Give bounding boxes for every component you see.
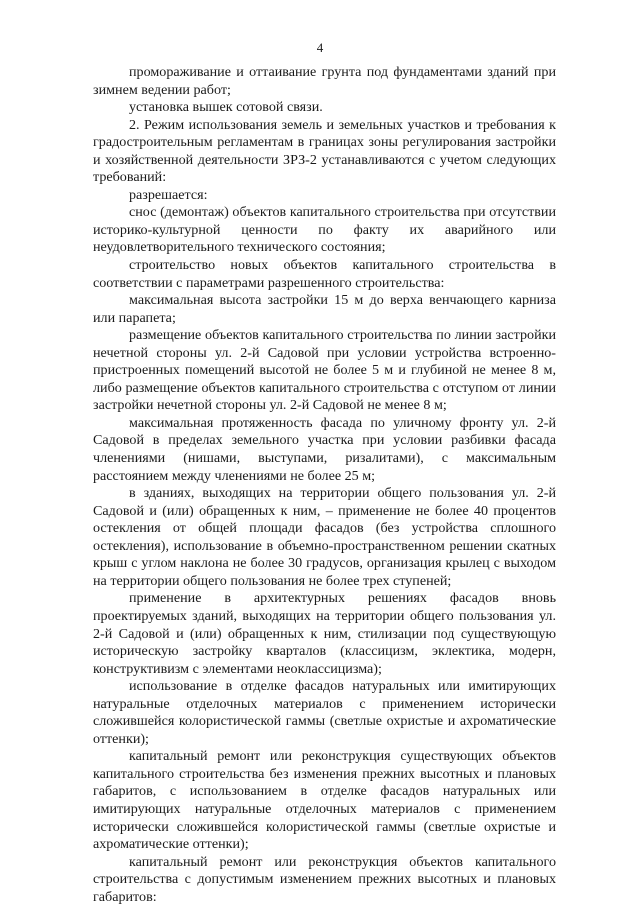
paragraph-facade-materials: использование в отделке фасадов натуральных или имитирующих натуральные отделочных материалов с применением исторически сложившейся колористической гаммы (светлые охристые и ахроматические оттенки); [93, 678, 556, 747]
paragraph-architectural-style: применение в архитектурных решениях фасадов вновь проектируемых зданий, выходящих на территории общего пользования ул. 2-й Садовой и (или) обращенных к ним, стилизации под существующую историческую застройку кварталов (классицизм, эклектика, модерн, конструктивизм с элементами неоклассицизма); [93, 590, 556, 677]
paragraph-permitted-heading: разрешается: [129, 186, 208, 203]
paragraph-demolition: снос (демонтаж) объектов капитального строительства при отсутствии историко-культурной ценности по факту их аварийного или неудовлетворительного технического состояния; [93, 204, 556, 256]
paragraph-repair-without-change: капитальный ремонт или реконструкция существующих объектов капитального строительства без изменения прежних высотных и плановых габаритов, с использованием в отделке фасадов натуральных или имитирующих натуральные отделочных материалов с применением исторически сложившейся колористической гаммы (светлые охристые и ахроматические оттенки); [93, 748, 556, 853]
paragraph-facade-length: максимальная протяженность фасада по уличному фронту ул. 2-й Садовой в пределах земельного участка при условии разбивки фасада членениями (нишами, выступами, ризалитами), с максимальным расстоянием между членениями не более 25 м; [93, 414, 556, 484]
paragraph-ground-freezing: промораживание и оттаивание грунта под фундаментами зданий при зимнем ведении работ; [93, 64, 556, 98]
paragraph-cell-towers: установка вышек сотовой связи. [129, 99, 323, 116]
paragraph-max-height: максимальная высота застройки 15 м до верха венчающего карниза или парапета; [93, 292, 556, 326]
paragraph-zone-regime: 2. Режим использования земель и земельных участков и требования к градостроительным регламентам в границах зоны регулирования застройки и хозяйственной деятельности ЗРЗ-2 устанавливаются с учетом следующих требований: [93, 116, 556, 186]
page-number: 4 [316, 40, 324, 55]
paragraph-repair-with-change: капитальный ремонт или реконструкция объектов капитального строительства с допустимым изменением прежних высотных и плановых габаритов: [93, 853, 556, 905]
paragraph-new-construction: строительство новых объектов капитального строительства в соответствии с параметрами разрешенного строительства: [93, 257, 556, 291]
document-body [93, 64, 556, 906]
paragraph-glazing-roofs: в зданиях, выходящих на территории общего пользования ул. 2-й Садовой и (или) обращенных к ним, – применение не более 40 процентов остекления от общей площади фасадов (без устройства сплошного остекления), использование в объемно-пространственном решении скатных крыш с углом наклона не более 30 градусов, организация крылец с выходом на территории общего пользования не более трех ступеней; [93, 485, 556, 589]
paragraph-building-line: размещение объектов капитального строительства по линии застройки нечетной стороны ул. 2-й Садовой при условии устройства встроенно-пристроенных помещений высотой не более 5 м и глубиной не менее 8 м, либо размещение объектов капитального строительства с отступом от линии застройки нечетной стороны ул. 2-й Садовой не менее 8 м; [93, 327, 556, 414]
